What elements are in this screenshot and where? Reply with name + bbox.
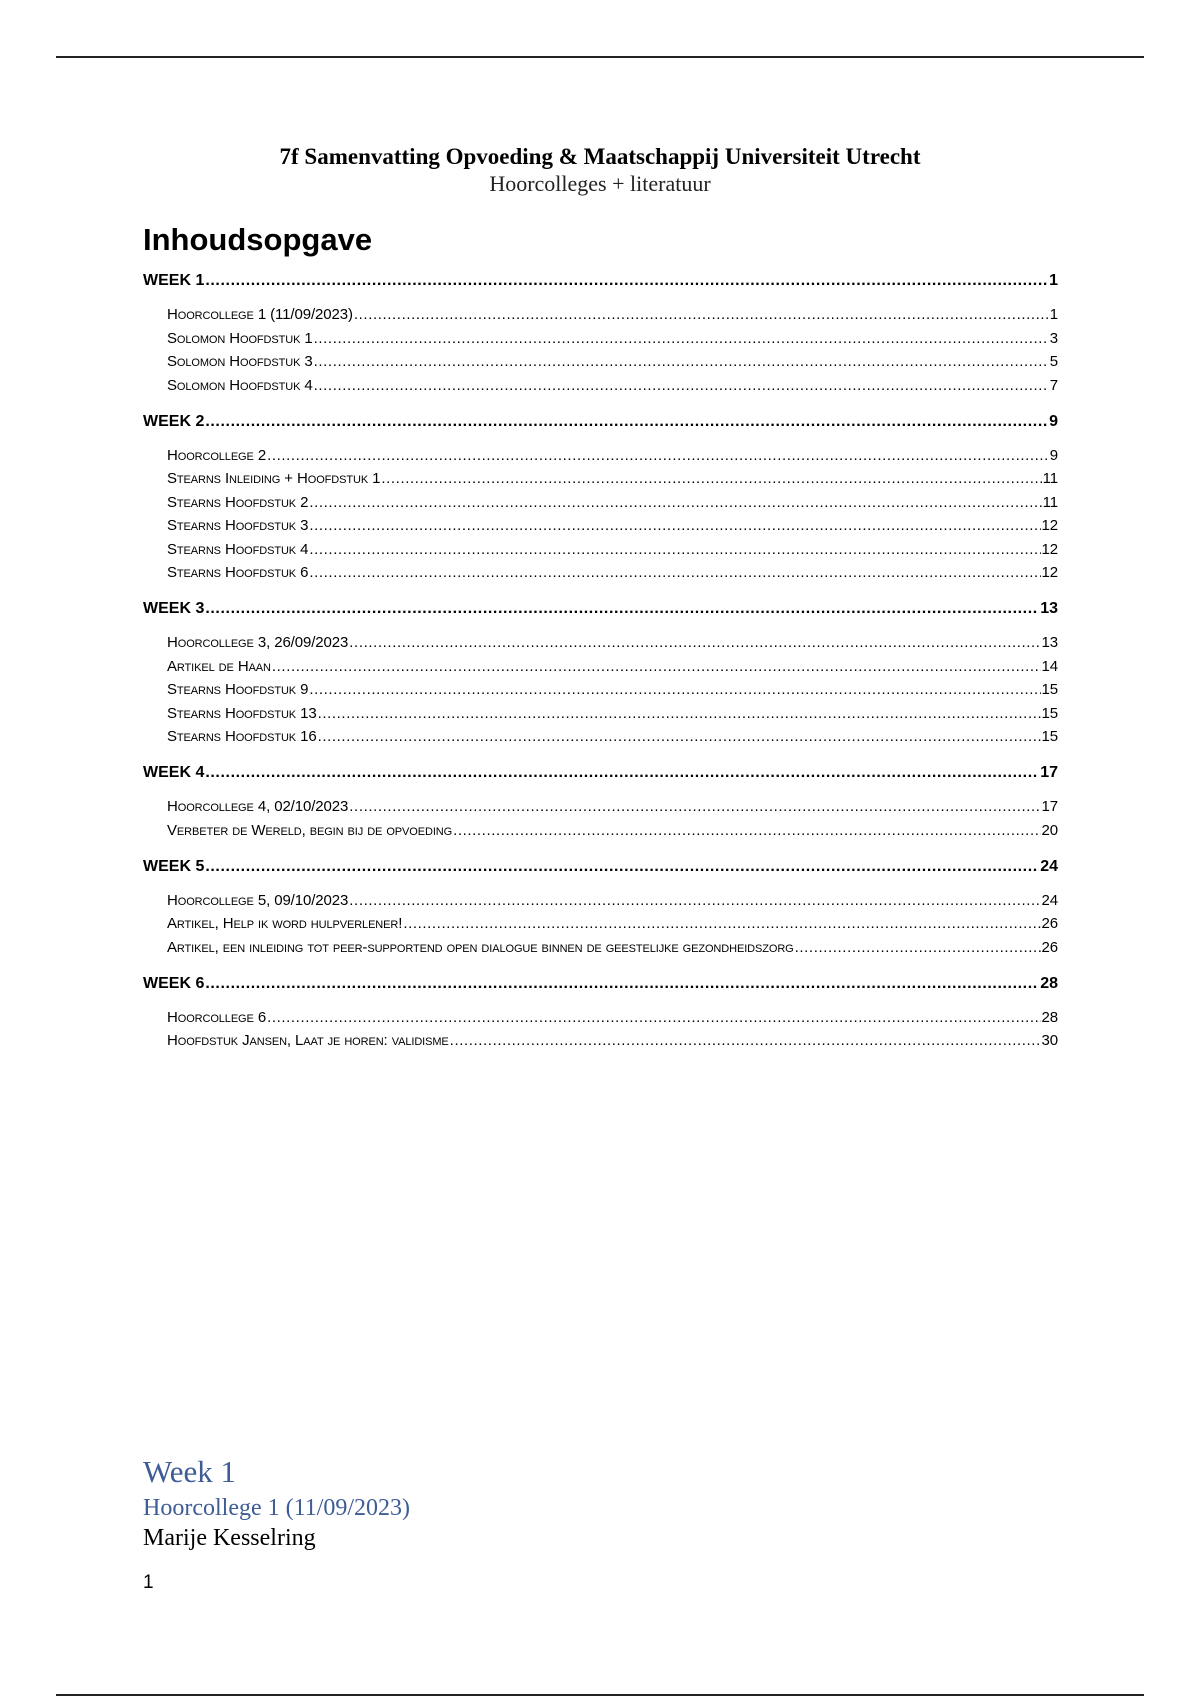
toc-entry-page: 28 bbox=[1040, 974, 1058, 992]
toc-entry-label: Solomon Hoofdstuk 3 bbox=[167, 353, 313, 370]
toc-entry-week[interactable] bbox=[143, 975, 1058, 993]
toc-entry-label: Artikel de Haan bbox=[167, 657, 271, 675]
toc-entry-page: 28 bbox=[1041, 1008, 1058, 1026]
toc-entry-page: 1 bbox=[1049, 306, 1058, 323]
toc-entry-week[interactable] bbox=[143, 600, 1058, 618]
toc-entry-label: Artikel, een inleiding tot peer-supportend open dialogue binnen de geestelijke gezondheidszorg bbox=[167, 938, 794, 956]
toc-entry-label: Hoorcollege 1 (11/09/2023) bbox=[167, 306, 353, 323]
lecturer-name: Marije Kesselring bbox=[143, 1525, 316, 1551]
section-heading-week: Week 1 bbox=[143, 1454, 237, 1489]
toc-dot-leader bbox=[349, 892, 1040, 909]
toc-entry-page: 12 bbox=[1041, 564, 1058, 581]
toc-entry-label: Stearns Hoofdstuk 13 bbox=[167, 704, 317, 722]
toc-entry[interactable] bbox=[167, 306, 1058, 323]
toc-entry-label: Stearns Hoofdstuk 6 bbox=[167, 564, 309, 581]
toc-entry-label: WEEK 3 bbox=[143, 600, 205, 617]
document-subtitle: Hoorcolleges + literatuur bbox=[489, 171, 711, 196]
toc-entry-page: 26 bbox=[1041, 915, 1058, 932]
toc-entry[interactable] bbox=[167, 494, 1058, 511]
toc-dot-leader bbox=[453, 822, 1040, 839]
toc-entry[interactable] bbox=[167, 541, 1058, 558]
toc-entry-label: Stearns Hoofdstuk 16 bbox=[167, 728, 317, 745]
toc-entry[interactable] bbox=[167, 1032, 1058, 1049]
toc-dot-leader bbox=[450, 1032, 1041, 1049]
toc-entry-label: WEEK 2 bbox=[143, 412, 205, 430]
toc-dot-leader bbox=[349, 798, 1040, 815]
toc-entry-page: 24 bbox=[1041, 891, 1058, 909]
toc-dot-leader bbox=[318, 705, 1041, 722]
toc-entry-page: 3 bbox=[1049, 329, 1058, 347]
toc-dot-leader bbox=[309, 517, 1040, 534]
toc-entry-page: 11 bbox=[1042, 470, 1058, 487]
toc-entry-page: 26 bbox=[1041, 938, 1058, 956]
toc-entry[interactable] bbox=[167, 564, 1058, 581]
toc-dot-leader bbox=[205, 600, 1039, 618]
toc-entry-page: 1 bbox=[1049, 272, 1058, 289]
toc-dot-leader bbox=[314, 377, 1049, 394]
toc-entry-page: 13 bbox=[1041, 634, 1058, 651]
toc-entry[interactable] bbox=[167, 1009, 1058, 1026]
toc-entry-label: Stearns Hoofdstuk 4 bbox=[167, 540, 309, 558]
toc-entry-label: Hoorcollege 2 bbox=[167, 446, 267, 464]
toc-entry[interactable] bbox=[167, 634, 1058, 651]
toc-entry-label: WEEK 6 bbox=[143, 974, 205, 992]
toc-entry-label: Solomon Hoofdstuk 1 bbox=[167, 329, 313, 347]
toc-entry[interactable] bbox=[167, 728, 1058, 745]
document-title: 7f Samenvatting Opvoeding & Maatschappij Universiteit Utrecht bbox=[279, 144, 921, 169]
toc-entry-week[interactable] bbox=[143, 858, 1058, 876]
toc-dot-leader bbox=[205, 272, 1048, 290]
toc-entry[interactable] bbox=[167, 939, 1058, 956]
toc-entry-page: 15 bbox=[1041, 704, 1058, 722]
toc-entry-label: Stearns Hoofdstuk 9 bbox=[167, 681, 309, 698]
toc-entry-label: Hoofdstuk Jansen, Laat je horen: validisme bbox=[167, 1032, 449, 1049]
toc-dot-leader bbox=[205, 975, 1039, 993]
toc-entry-label: Hoorcollege 4, 02/10/2023 bbox=[167, 798, 349, 815]
toc-entry[interactable] bbox=[167, 915, 1058, 932]
toc-entry-page: 12 bbox=[1041, 540, 1058, 558]
toc-entry-label: Stearns Inleiding + Hoofdstuk 1 bbox=[167, 470, 381, 487]
toc-entry-week[interactable] bbox=[143, 272, 1058, 290]
toc-entry-page: 11 bbox=[1042, 493, 1058, 511]
toc-entry-page: 20 bbox=[1041, 821, 1058, 839]
toc-dot-leader bbox=[205, 858, 1039, 876]
toc-entry-page: 13 bbox=[1040, 600, 1058, 617]
toc-dot-leader bbox=[205, 413, 1048, 431]
toc-entry-page: 24 bbox=[1040, 857, 1058, 875]
toc-entry-page: 12 bbox=[1041, 517, 1058, 534]
toc-dot-leader bbox=[272, 658, 1041, 675]
toc-dot-leader bbox=[309, 494, 1041, 511]
toc-entry-label: WEEK 1 bbox=[143, 272, 205, 289]
toc-entry-label: Solomon Hoofdstuk 4 bbox=[167, 376, 313, 394]
toc-dot-leader bbox=[267, 1009, 1040, 1026]
toc-entry-page: 14 bbox=[1041, 657, 1058, 675]
toc-entry-page: 7 bbox=[1049, 376, 1058, 394]
toc-entry-page: 15 bbox=[1041, 681, 1058, 698]
toc-entry-page: 5 bbox=[1049, 353, 1058, 370]
toc-entry[interactable] bbox=[167, 517, 1058, 534]
toc-entry[interactable] bbox=[167, 798, 1058, 815]
toc-dot-leader bbox=[205, 764, 1039, 782]
toc-entry[interactable] bbox=[167, 681, 1058, 698]
page-number: 1 bbox=[143, 1572, 154, 1593]
toc-entry-label: Artikel, Help ik word hulpverlener! bbox=[167, 915, 403, 932]
toc-entry[interactable] bbox=[167, 377, 1058, 394]
toc-entry-page: 17 bbox=[1041, 798, 1058, 815]
toc-entry-page: 15 bbox=[1041, 728, 1058, 745]
bottom-rule bbox=[56, 1694, 1144, 1696]
toc-entry-label: WEEK 4 bbox=[143, 764, 205, 781]
toc-entry-label: Verbeter de Wereld, begin bij de opvoeding bbox=[167, 821, 453, 839]
toc-dot-leader bbox=[795, 939, 1041, 956]
toc-entry-week[interactable] bbox=[143, 764, 1058, 782]
toc-dot-leader bbox=[314, 353, 1049, 370]
toc-entry-week[interactable] bbox=[143, 413, 1058, 431]
toc-entry-page: 30 bbox=[1041, 1032, 1058, 1049]
toc-entry[interactable] bbox=[167, 330, 1058, 347]
toc-dot-leader bbox=[318, 728, 1041, 745]
toc-dot-leader bbox=[314, 330, 1049, 347]
toc-dot-leader bbox=[309, 564, 1040, 581]
toc-entry[interactable] bbox=[167, 470, 1058, 487]
toc-dot-leader bbox=[267, 447, 1049, 464]
toc-entry-page: 17 bbox=[1040, 764, 1058, 781]
toc-dot-leader bbox=[349, 634, 1040, 651]
toc-entry-label: Hoorcollege 6 bbox=[167, 1008, 267, 1026]
toc-entry[interactable] bbox=[167, 447, 1058, 464]
toc-entry-label: WEEK 5 bbox=[143, 857, 205, 875]
toc-dot-leader bbox=[381, 470, 1041, 487]
top-rule bbox=[56, 56, 1144, 58]
toc-entry[interactable] bbox=[167, 353, 1058, 370]
toc-dot-leader bbox=[309, 681, 1040, 698]
toc-entry[interactable] bbox=[167, 892, 1058, 909]
toc-entry-label: Hoorcollege 5, 09/10/2023 bbox=[167, 891, 349, 909]
toc-entry[interactable] bbox=[167, 822, 1058, 839]
subsection-heading-lecture: Hoorcollege 1 (11/09/2023) bbox=[143, 1495, 411, 1521]
toc-entry-label: Stearns Hoofdstuk 3 bbox=[167, 517, 309, 534]
toc-entry-page: 9 bbox=[1049, 412, 1058, 430]
toc-entry[interactable] bbox=[167, 658, 1058, 675]
toc-entry-label: Stearns Hoofdstuk 2 bbox=[167, 493, 309, 511]
toc-dot-leader bbox=[354, 306, 1049, 323]
toc-dot-leader bbox=[403, 915, 1040, 932]
toc-dot-leader bbox=[309, 541, 1040, 558]
toc-entry-page: 9 bbox=[1049, 446, 1058, 464]
toc-entry-label: Hoorcollege 3, 26/09/2023 bbox=[167, 634, 349, 651]
toc-heading: Inhoudsopgave bbox=[143, 222, 373, 257]
toc-entry[interactable] bbox=[167, 705, 1058, 722]
document-header bbox=[0, 143, 1200, 197]
